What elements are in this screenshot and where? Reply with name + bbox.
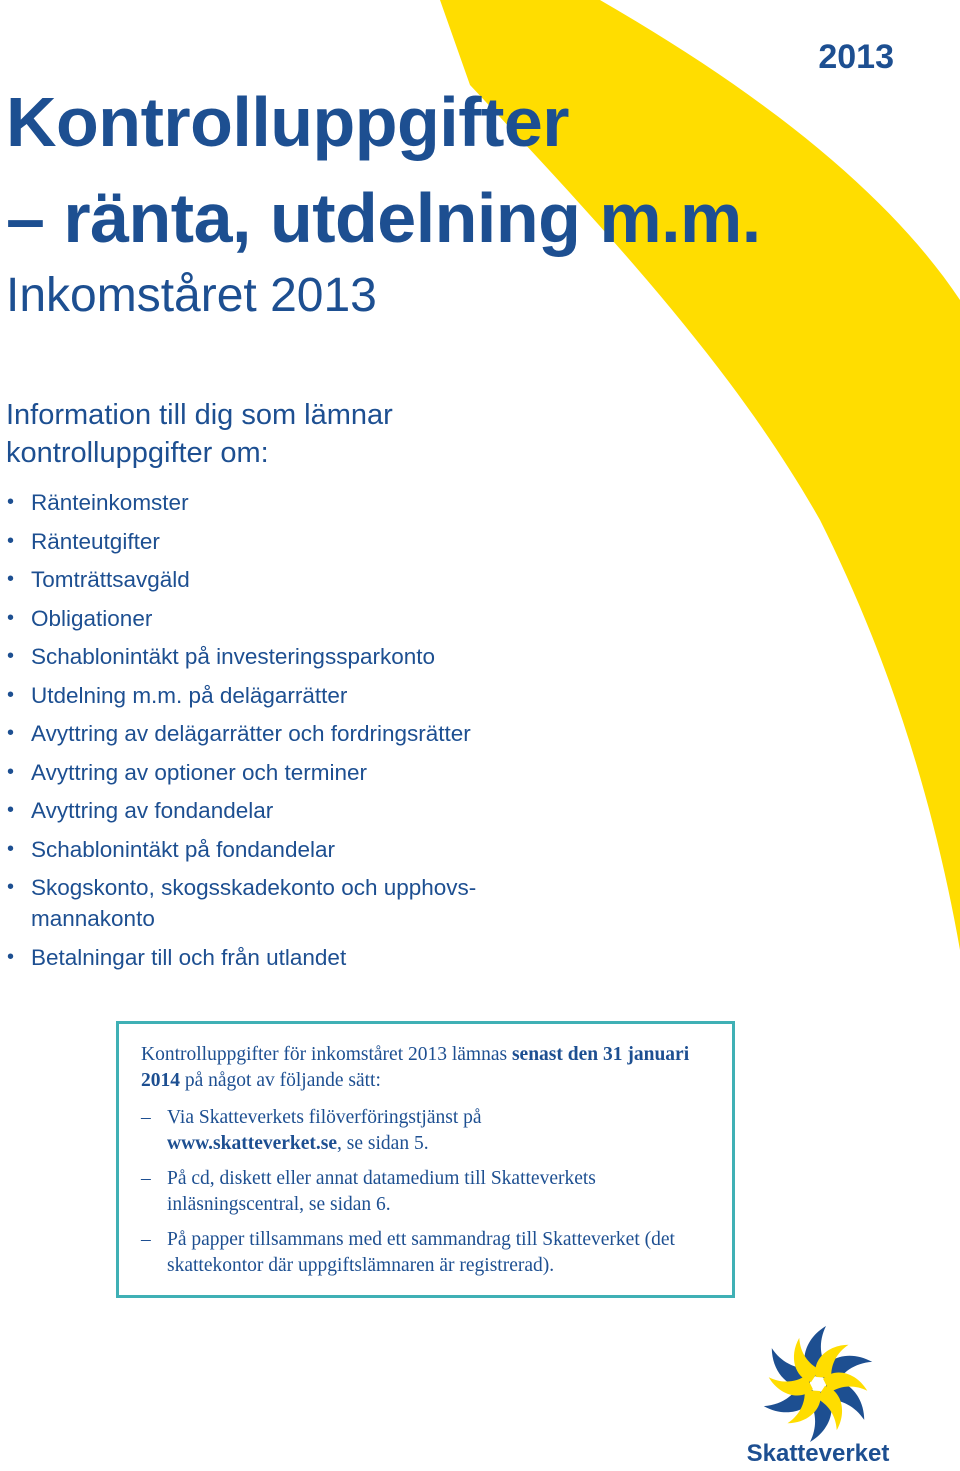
bullet-icon: • bbox=[7, 568, 15, 590]
topic-text: Obligationer bbox=[31, 605, 153, 631]
logo-wordmark: Skatteverket bbox=[746, 1440, 890, 1467]
topic-item bbox=[6, 564, 606, 595]
bullet-icon: • bbox=[7, 683, 15, 706]
submission-method-item bbox=[141, 1227, 712, 1279]
document-subtitle: Inkomståret 2013 bbox=[6, 269, 377, 322]
topic-item bbox=[6, 641, 606, 672]
topic-item bbox=[6, 757, 606, 788]
dash-icon: – bbox=[141, 1229, 151, 1250]
topic-item bbox=[6, 680, 606, 711]
topic-item bbox=[6, 487, 606, 518]
topic-text: Ränteutgifter bbox=[31, 528, 160, 554]
bullet-icon: • bbox=[7, 837, 15, 860]
topic-item bbox=[6, 718, 606, 749]
bullet-icon: • bbox=[7, 529, 15, 552]
dash-icon: – bbox=[141, 1107, 151, 1128]
topic-item bbox=[6, 872, 606, 934]
info-intro-text-end: på något av följande sätt: bbox=[180, 1070, 381, 1091]
topic-text: Avyttring av delägarrätter och fordringsrätter bbox=[31, 721, 471, 746]
topic-text: Utdelning m.m. på delägarrätter bbox=[31, 682, 348, 708]
topic-text: Avyttring av optioner och terminer bbox=[31, 759, 367, 785]
topic-text: Schablonintäkt på fondandelar bbox=[31, 836, 335, 862]
bullet-icon: • bbox=[7, 645, 15, 667]
bullet-icon: • bbox=[7, 799, 15, 821]
skatteverket-sun-logo-icon bbox=[738, 1322, 898, 1442]
topic-text: Betalningar till och från utlandet bbox=[31, 944, 347, 970]
topic-item bbox=[6, 526, 606, 557]
bullet-icon: • bbox=[7, 491, 15, 513]
topic-text: Tomträttsavgäld bbox=[31, 567, 190, 592]
deadline-date: senast den 31 januari 2014 bbox=[141, 1044, 690, 1091]
submission-methods-list bbox=[141, 1105, 712, 1279]
title-line-2: – ränta, utdelning m.m. bbox=[6, 179, 761, 257]
topic-item bbox=[6, 603, 606, 634]
website-link[interactable]: www.skatteverket.se bbox=[167, 1133, 338, 1154]
submission-method-item bbox=[141, 1166, 712, 1218]
topics-list bbox=[6, 487, 606, 980]
info-intro-text: Kontrolluppgifter för inkomståret 2013 lämnas bbox=[141, 1044, 512, 1065]
info-box-intro bbox=[141, 1042, 712, 1094]
document-title bbox=[6, 74, 761, 266]
bullet-icon: • bbox=[7, 760, 15, 783]
deadline-info-box bbox=[116, 1021, 735, 1298]
topic-item bbox=[6, 942, 606, 973]
method-text: På cd, diskett eller annat datamedium till Skatteverkets inläsningscentral, se sidan 6. bbox=[167, 1168, 596, 1215]
header-year: 2013 bbox=[818, 38, 894, 76]
topic-text: Schablonintäkt på investeringssparkonto bbox=[31, 644, 436, 669]
method-text-end: , se sidan 5. bbox=[337, 1133, 429, 1154]
topic-text: Ränteinkomster bbox=[31, 490, 189, 515]
bullet-icon: • bbox=[7, 606, 15, 629]
topic-item bbox=[6, 834, 606, 865]
submission-method-item bbox=[141, 1105, 712, 1157]
method-text: På papper tillsammans med ett sammandrag till Skatteverket (det skattekontor där uppgiftslämnaren är registrerad). bbox=[167, 1229, 675, 1276]
bullet-icon: • bbox=[7, 945, 15, 968]
dash-icon: – bbox=[141, 1168, 151, 1189]
method-text: Via Skatteverkets filöverföringstjänst på bbox=[167, 1107, 482, 1128]
bullet-icon: • bbox=[7, 876, 15, 898]
bullet-icon: • bbox=[7, 722, 15, 744]
title-line-1: Kontrolluppgifter bbox=[6, 83, 570, 161]
topic-text-continued: mannakonto bbox=[31, 906, 155, 931]
intro-heading bbox=[6, 396, 606, 472]
intro-line-2: kontrolluppgifter om: bbox=[6, 437, 269, 469]
topic-item bbox=[6, 795, 606, 826]
intro-line-1: Information till dig som lämnar bbox=[6, 399, 393, 431]
topic-text: Avyttring av fondandelar bbox=[31, 798, 274, 823]
topic-text: Skogskonto, skogsskadekonto och upphovs- bbox=[31, 875, 477, 900]
skatteverket-logo bbox=[738, 1322, 898, 1470]
